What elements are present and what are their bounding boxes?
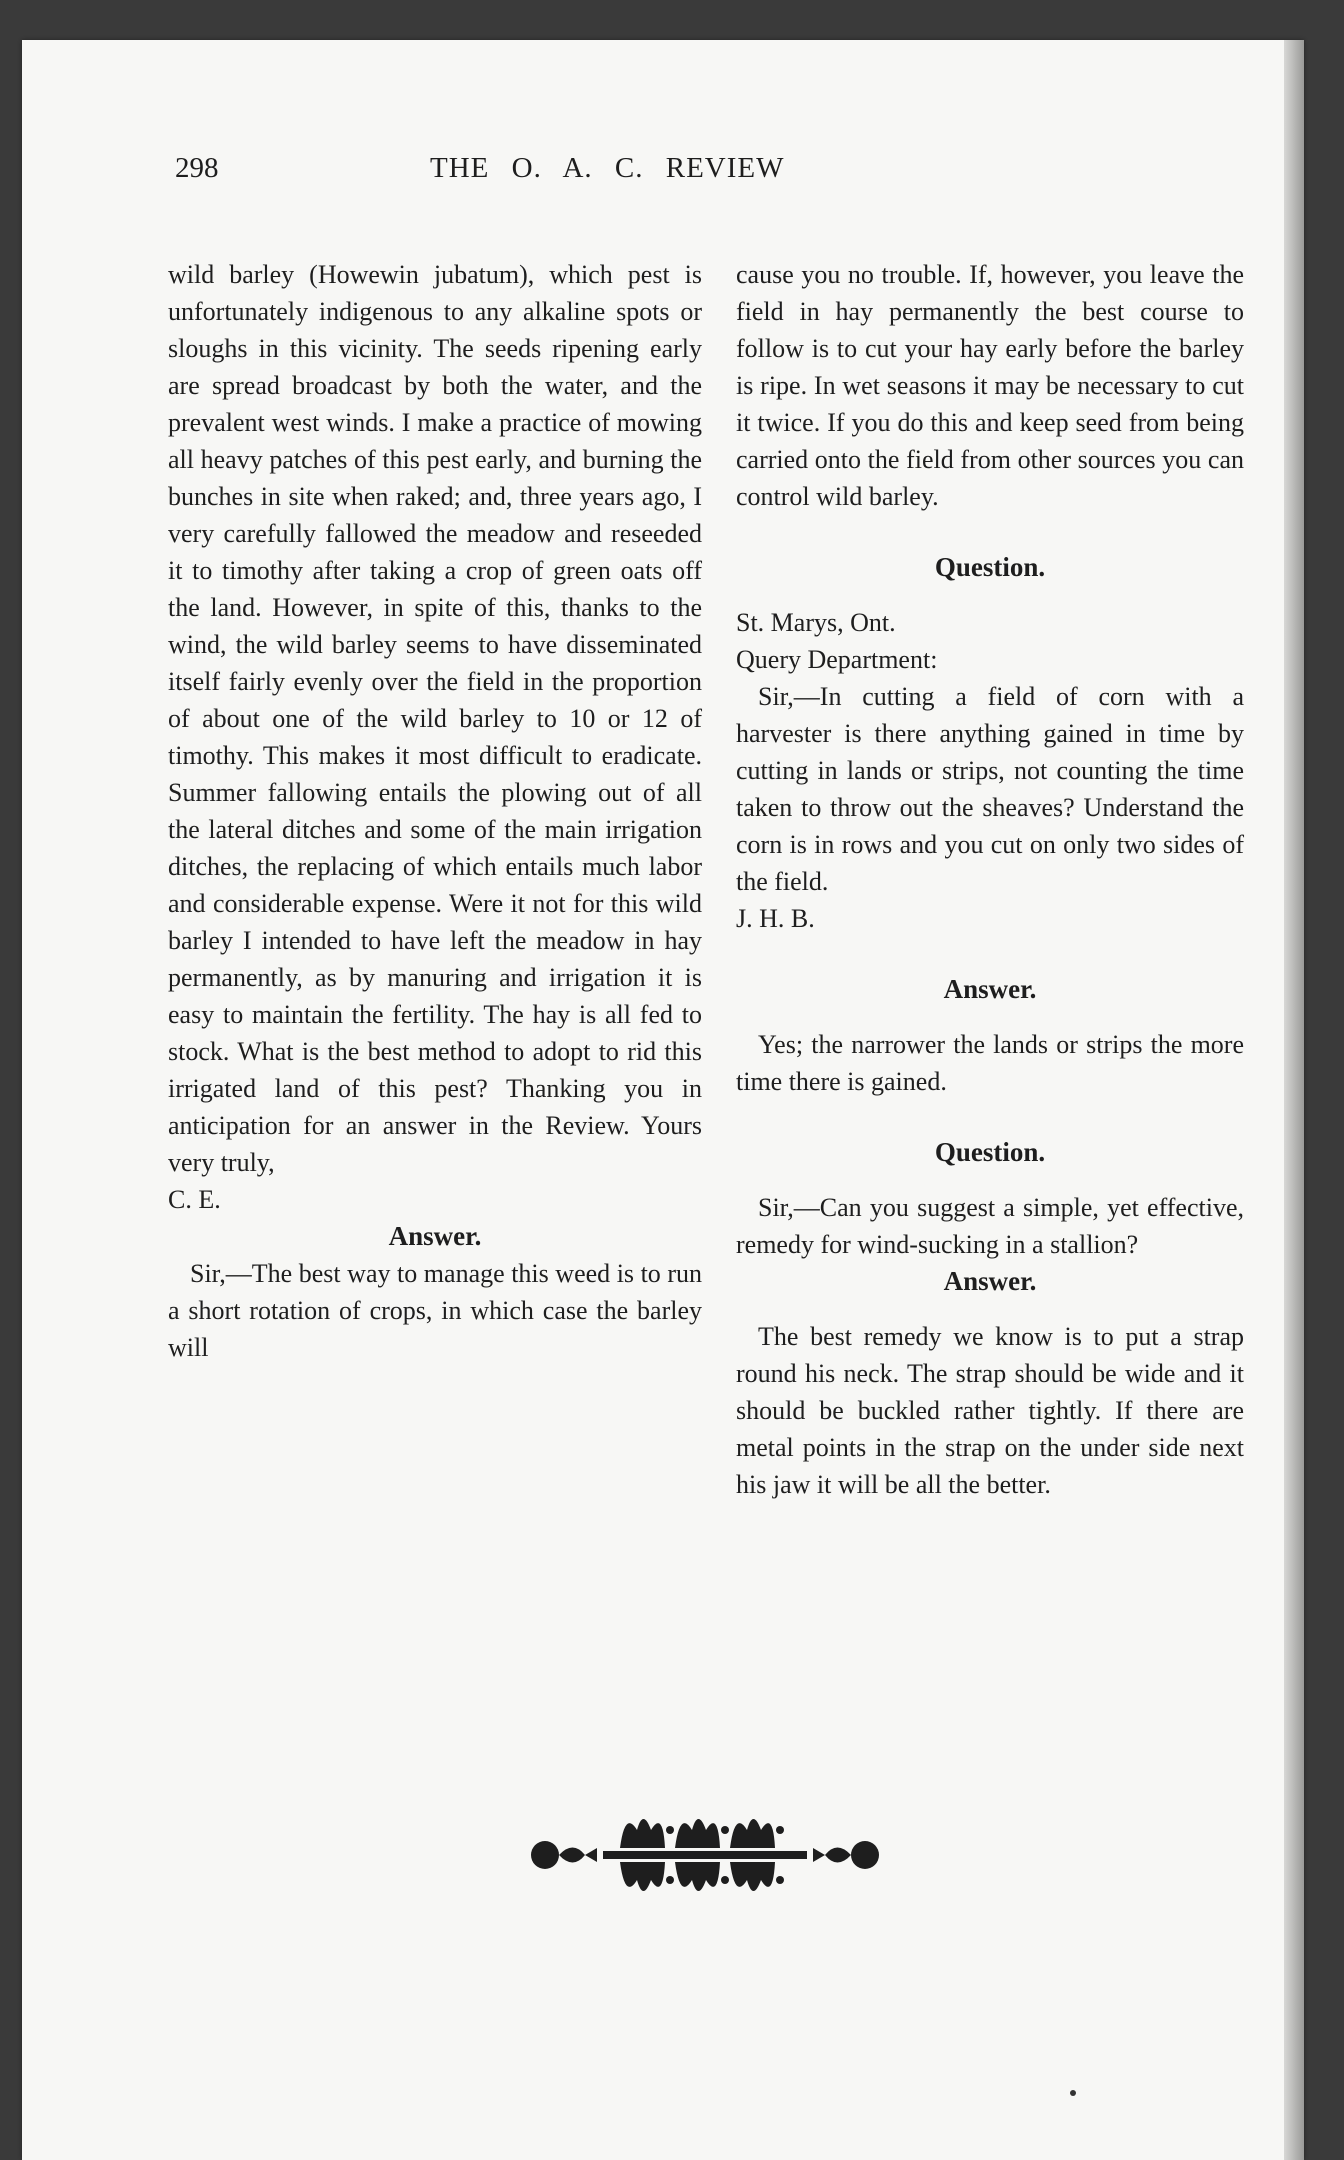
letter-text: wild barley (Howewin jubatum), which pest is unfortunately indigenous to any alkaline spots or sloughs in this vicinity. The seeds ripening early are spread broadcast by both the water, and the prevalent west winds. I make a practice of mowing all heavy patches of this pest early, and burning the bunches in site when raked; and, three years ago, I very carefully fallowed the meadow and reseeded it to timothy after taking a crop of green oats off the land. However, in spite of this, thanks to the wind, the wild barley seems to have disseminated itself fairly evenly over the field in the proportion of about one of the wild barley to 10 or 12 of timothy. This makes it most difficult to eradicate. Summer fallowing entails the plowing out of all the lateral ditches and some of the main irrigation ditches, the replacing of which entails much labor and considerable expense. Were it not for this wild barley I intended to have left the meadow in hay permanently, as by manuring and irrigation it is easy to maintain the fertility. The hay is all fed to stock. What is the best method to adopt to rid this irrigated land of this pest? Thanking you in anticipation for an answer in the Review. Yours very truly,	[168, 260, 702, 1177]
page-edge-shadow	[1284, 40, 1304, 2160]
page-number: 298	[175, 152, 219, 184]
answer-2-text: The best remedy we know is to put a strap round his neck. The strap should be wide and it should be buckled rather tightly. If there are metal points in the strap on the under side next his jaw it will be all the better.	[736, 1322, 1244, 1499]
answer-heading: Answer.	[388, 1221, 482, 1251]
right-column	[736, 256, 1244, 1503]
question-1-addressee: Query Department:	[736, 645, 938, 674]
answer-text: Sir,—The best way to manage this weed is to run a short rotation of crops, in which case the barley will	[168, 1259, 702, 1362]
decorative-ornament-icon	[525, 1800, 885, 1910]
question-1-place: St. Marys, Ont.	[736, 608, 896, 637]
question-1-signature: J. H. B.	[736, 904, 815, 933]
left-column	[168, 256, 702, 1366]
running-head: THE O. A. C. REVIEW	[430, 152, 785, 184]
answer-1-heading: Answer.	[943, 974, 1037, 1004]
question-2-text: Sir,—Can you suggest a simple, yet effective, remedy for wind-sucking in a stallion?	[736, 1193, 1244, 1259]
letter-signature: C. E.	[168, 1185, 221, 1214]
answer-1-text: Yes; the narrower the lands or strips the more time there is gained.	[736, 1030, 1244, 1096]
answer-continued-text: cause you no trouble. If, however, you leave the field in hay permanently the best course to follow is to cut your hay early before the barley is ripe. In wet seasons it may be necessary to cut it twice. If you do this and keep seed from being carried onto the field from other sources you can control wild barley.	[736, 260, 1244, 511]
page-header	[175, 152, 930, 188]
question-1-heading: Question.	[934, 552, 1046, 582]
question-1-text: Sir,—In cutting a field of corn with a harvester is there anything gained in time by cutting in lands or strips, not counting the time taken to throw out the sheaves? Understand the corn is in rows and you cut on only two sides of the field.	[736, 682, 1244, 896]
question-2-heading: Question.	[934, 1137, 1046, 1167]
scan-speck	[1070, 2090, 1076, 2096]
answer-2-heading: Answer.	[943, 1266, 1037, 1296]
